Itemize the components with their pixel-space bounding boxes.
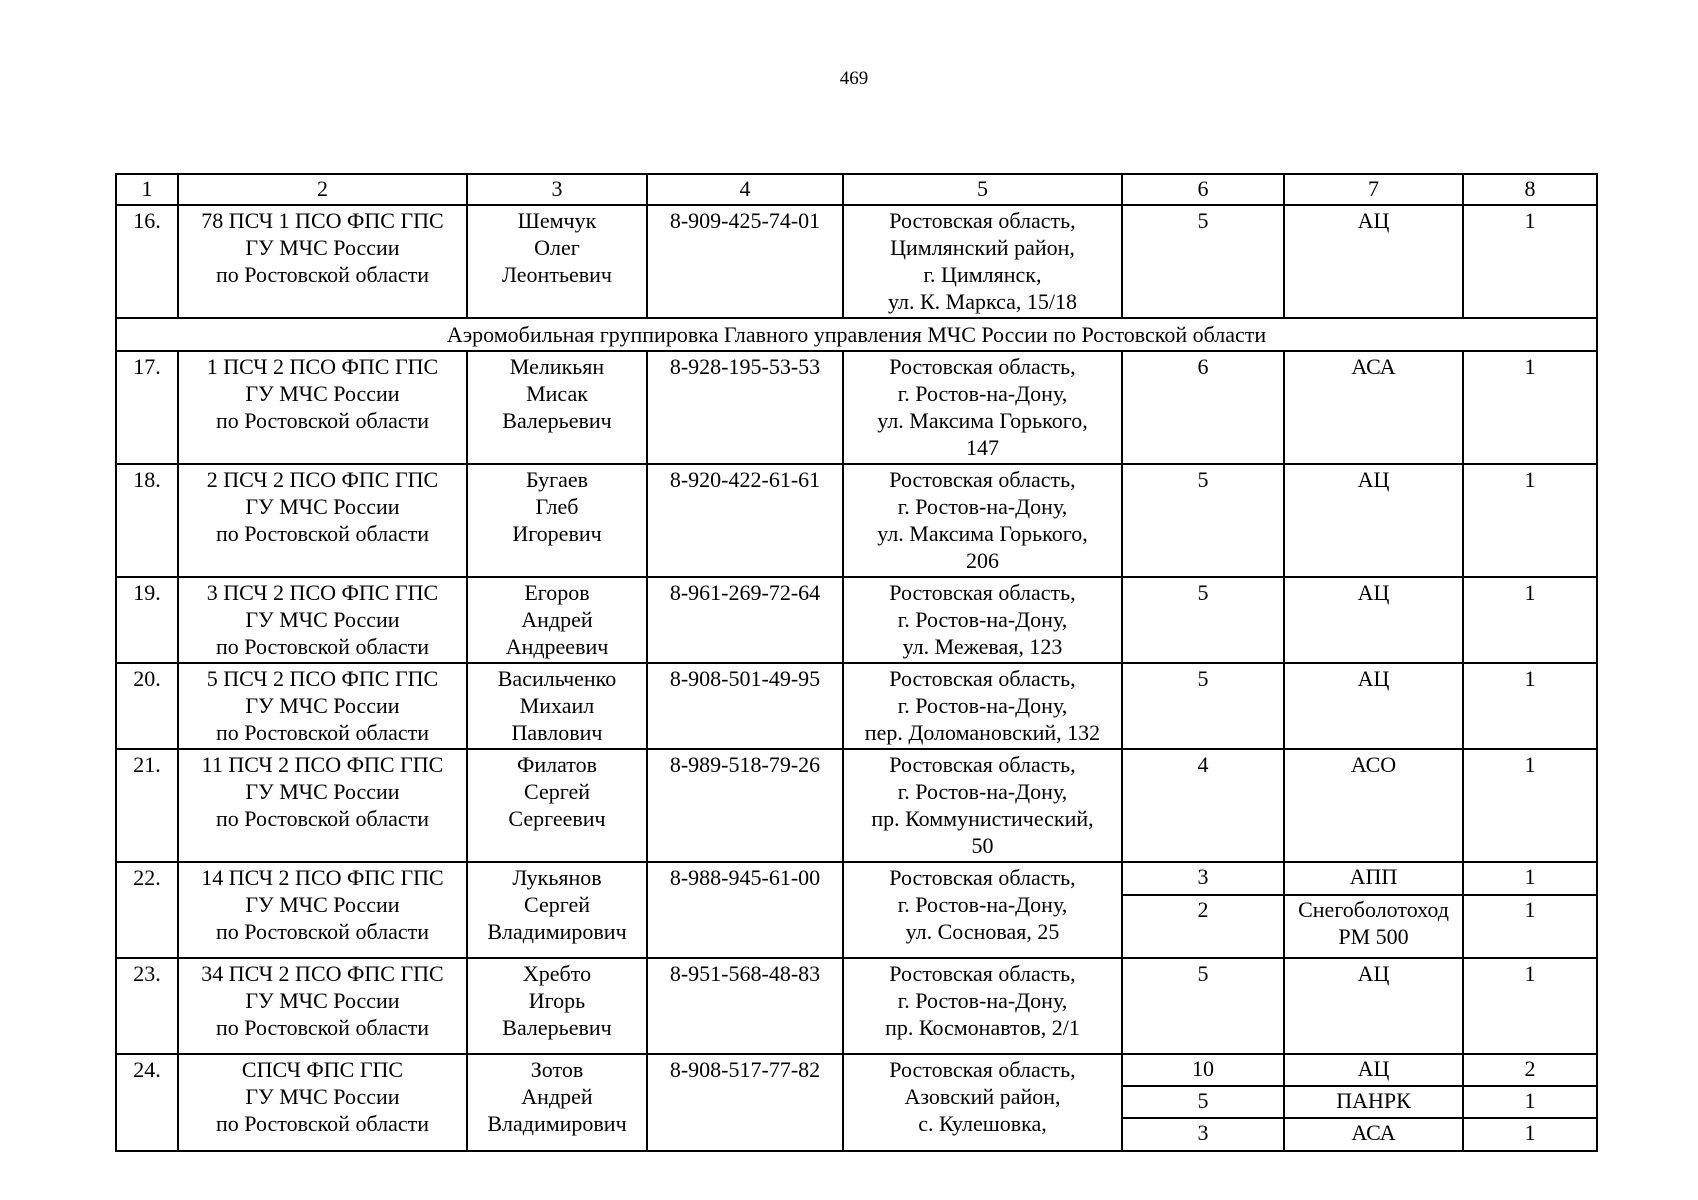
unit-address: Ростовская область, г. Ростов-на-Дону, ул. Максима Горького, 147: [843, 351, 1122, 464]
unit-address: Ростовская область, г. Ростов-на-Дону, пр. Коммунистический, 50: [843, 749, 1122, 862]
page-number: 469: [839, 68, 869, 89]
staff-count: 3: [1122, 1118, 1284, 1151]
table-row: [116, 205, 1597, 318]
group-title: Аэромобильная группировка Главного управления МЧС России по Ростовской области: [116, 318, 1597, 351]
staff-count: 3: [1122, 862, 1284, 895]
unit-name: СПСЧ ФПС ГПС ГУ МЧС России по Ростовской области: [178, 1054, 467, 1151]
vehicle-count: 1: [1463, 205, 1597, 318]
staff-count: 5: [1122, 464, 1284, 577]
unit-address: Ростовская область, г. Ростов-на-Дону, ул. Максима Горького, 206: [843, 464, 1122, 577]
vehicle-count: 2: [1463, 1054, 1597, 1086]
responsible-person: Лукьянов Сергей Владимирович: [467, 862, 647, 958]
phone-number: 8-928-195-53-53: [647, 351, 843, 464]
responsible-person: Егоров Андрей Андреевич: [467, 577, 647, 663]
row-number: 17.: [116, 351, 178, 464]
phone-number: 8-920-422-61-61: [647, 464, 843, 577]
staff-count: 5: [1122, 577, 1284, 663]
vehicle-count: 1: [1463, 1118, 1597, 1151]
vehicle-count: 1: [1463, 958, 1597, 1054]
unit-name: 14 ПСЧ 2 ПСО ФПС ГПС ГУ МЧС России по Ростовской области: [178, 862, 467, 958]
vehicle-count: 1: [1463, 464, 1597, 577]
phone-number: 8-961-269-72-64: [647, 577, 843, 663]
table-row: [116, 958, 1597, 1054]
responsible-person: Зотов Андрей Владимирович: [467, 1054, 647, 1151]
vehicle-type: ПАНРК: [1284, 1086, 1463, 1118]
table-row: [116, 351, 1597, 464]
column-number: 8: [1463, 174, 1597, 205]
column-number-row: [116, 174, 1597, 205]
phone-number: 8-908-517-77-82: [647, 1054, 843, 1151]
responsible-person: Шемчук Олег Леонтьевич: [467, 205, 647, 318]
staff-count: 10: [1122, 1054, 1284, 1086]
vehicle-count: 1: [1463, 351, 1597, 464]
responsible-person: Филатов Сергей Сергеевич: [467, 749, 647, 862]
vehicle-count: 1: [1463, 1086, 1597, 1118]
staff-count: 2: [1122, 895, 1284, 958]
units-table-body: [116, 174, 1597, 1151]
unit-name: 1 ПСЧ 2 ПСО ФПС ГПС ГУ МЧС России по Ростовской области: [178, 351, 467, 464]
unit-name: 2 ПСЧ 2 ПСО ФПС ГПС ГУ МЧС России по Ростовской области: [178, 464, 467, 577]
vehicle-type: АЦ: [1284, 958, 1463, 1054]
staff-count: 5: [1122, 663, 1284, 749]
staff-count: 5: [1122, 1086, 1284, 1118]
group-header-row: [116, 318, 1597, 351]
column-number: 5: [843, 174, 1122, 205]
phone-number: 8-909-425-74-01: [647, 205, 843, 318]
row-number: 16.: [116, 205, 178, 318]
column-number: 2: [178, 174, 467, 205]
table-row: [116, 663, 1597, 749]
unit-address: Ростовская область, Цимлянский район, г. Цимлянск, ул. К. Маркса, 15/18: [843, 205, 1122, 318]
table-row: [116, 862, 1597, 895]
unit-address: Ростовская область, г. Ростов-на-Дону, пр. Космонавтов, 2/1: [843, 958, 1122, 1054]
vehicle-type: АЦ: [1284, 464, 1463, 577]
vehicle-count: 1: [1463, 577, 1597, 663]
staff-count: 4: [1122, 749, 1284, 862]
phone-number: 8-988-945-61-00: [647, 862, 843, 958]
row-number: 21.: [116, 749, 178, 862]
units-table: [115, 173, 1598, 1152]
table-row: [116, 749, 1597, 862]
vehicle-type: АЦ: [1284, 663, 1463, 749]
vehicle-type: АСО: [1284, 749, 1463, 862]
responsible-person: Бугаев Глеб Игоревич: [467, 464, 647, 577]
unit-address: Ростовская область, Азовский район, с. Кулешовка,: [843, 1054, 1122, 1151]
vehicle-count: 1: [1463, 749, 1597, 862]
unit-name: 78 ПСЧ 1 ПСО ФПС ГПС ГУ МЧС России по Ростовской области: [178, 205, 467, 318]
row-number: 19.: [116, 577, 178, 663]
responsible-person: Меликьян Мисак Валерьевич: [467, 351, 647, 464]
vehicle-type: Снегоболотоход РМ 500: [1284, 895, 1463, 958]
table-row: [116, 1054, 1597, 1086]
column-number: 6: [1122, 174, 1284, 205]
responsible-person: Васильченко Михаил Павлович: [467, 663, 647, 749]
vehicle-type: АЦ: [1284, 1054, 1463, 1086]
unit-name: 11 ПСЧ 2 ПСО ФПС ГПС ГУ МЧС России по Ростовской области: [178, 749, 467, 862]
unit-name: 3 ПСЧ 2 ПСО ФПС ГПС ГУ МЧС России по Ростовской области: [178, 577, 467, 663]
row-number: 24.: [116, 1054, 178, 1151]
table-row: [116, 577, 1597, 663]
staff-count: 5: [1122, 205, 1284, 318]
column-number: 7: [1284, 174, 1463, 205]
vehicle-type: АПП: [1284, 862, 1463, 895]
responsible-person: Хребто Игорь Валерьевич: [467, 958, 647, 1054]
phone-number: 8-989-518-79-26: [647, 749, 843, 862]
unit-name: 34 ПСЧ 2 ПСО ФПС ГПС ГУ МЧС России по Ростовской области: [178, 958, 467, 1054]
column-number: 4: [647, 174, 843, 205]
row-number: 23.: [116, 958, 178, 1054]
column-number: 1: [116, 174, 178, 205]
staff-count: 6: [1122, 351, 1284, 464]
vehicle-count: 1: [1463, 862, 1597, 895]
vehicle-count: 1: [1463, 663, 1597, 749]
vehicle-type: АЦ: [1284, 205, 1463, 318]
unit-address: Ростовская область, г. Ростов-на-Дону, ул. Межевая, 123: [843, 577, 1122, 663]
unit-name: 5 ПСЧ 2 ПСО ФПС ГПС ГУ МЧС России по Ростовской области: [178, 663, 467, 749]
phone-number: 8-908-501-49-95: [647, 663, 843, 749]
vehicle-type: АСА: [1284, 351, 1463, 464]
unit-address: Ростовская область, г. Ростов-на-Дону, пер. Доломановский, 132: [843, 663, 1122, 749]
row-number: 18.: [116, 464, 178, 577]
staff-count: 5: [1122, 958, 1284, 1054]
vehicle-type: АЦ: [1284, 577, 1463, 663]
unit-address: Ростовская область, г. Ростов-на-Дону, ул. Сосновая, 25: [843, 862, 1122, 958]
row-number: 22.: [116, 862, 178, 958]
column-number: 3: [467, 174, 647, 205]
phone-number: 8-951-568-48-83: [647, 958, 843, 1054]
row-number: 20.: [116, 663, 178, 749]
vehicle-count: 1: [1463, 895, 1597, 958]
table-row: [116, 464, 1597, 577]
vehicle-type: АСА: [1284, 1118, 1463, 1151]
